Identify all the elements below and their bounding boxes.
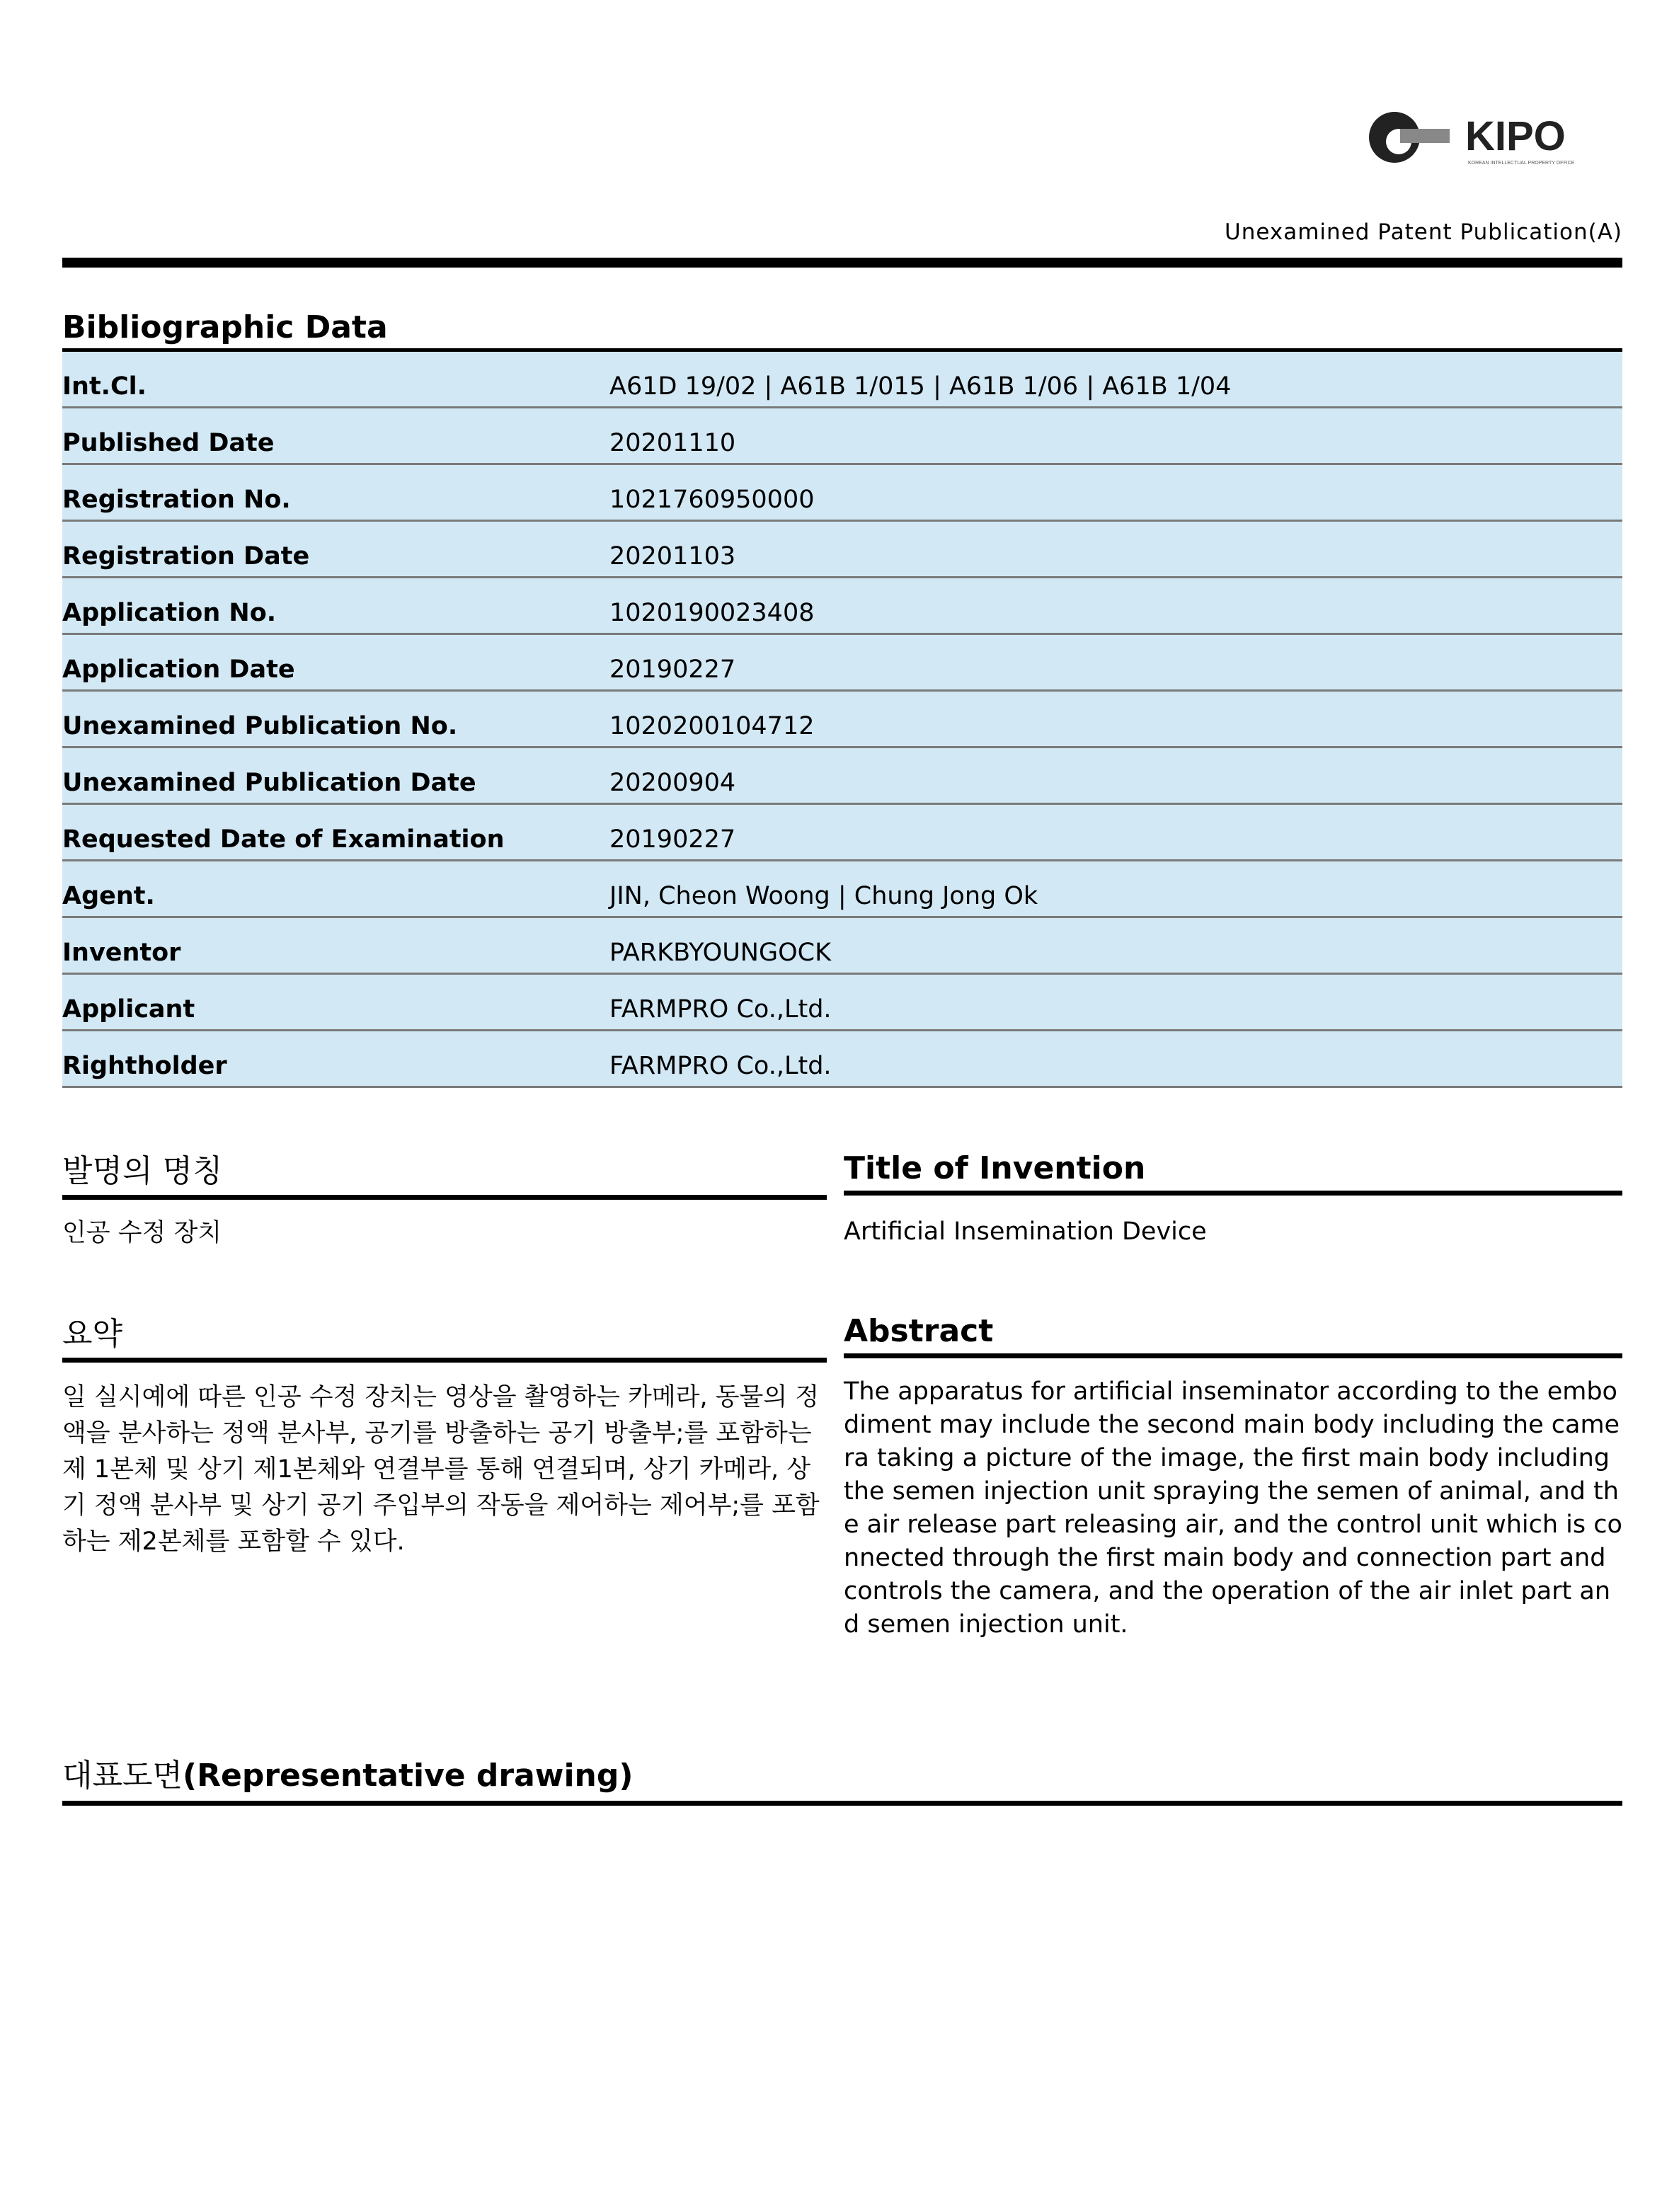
representative-drawing-heading-en: (Representative drawing) <box>183 1758 634 1794</box>
abstract-ko-divider <box>62 1358 827 1363</box>
title-ko-value: 인공 수정 장치 <box>62 1219 222 1247</box>
bibliographic-label: Applicant <box>62 995 195 1024</box>
bibliographic-row <box>62 805 1622 861</box>
bibliographic-title: Bibliographic Data <box>62 309 388 345</box>
bibliographic-label: Application No. <box>62 598 277 627</box>
bibliographic-row <box>62 861 1622 918</box>
logo-text: KIPO <box>1465 113 1566 159</box>
bibliographic-value: 1020200104712 <box>609 711 815 740</box>
representative-drawing-section <box>62 1750 1622 1806</box>
bibliographic-label: Registration Date <box>62 541 310 571</box>
bibliographic-value: 1021760950000 <box>609 485 815 514</box>
representative-drawing-heading <box>62 1750 1622 1795</box>
title-en-value: Artificial Insemination Device <box>844 1217 1207 1246</box>
abstract-en-section <box>844 1313 1622 1641</box>
bibliographic-row <box>62 578 1622 635</box>
bibliographic-row <box>62 918 1622 975</box>
bibliographic-label: Registration No. <box>62 485 291 514</box>
abstract-en-text: The apparatus for artificial inseminator according to the embodiment may include the second main body including the camera taking a picture of the image, the first main body including the semen injection unit spraying the semen of animal, and the air release part releasing air, and the control unit which is connected through the first main body and connection part and controls the camera, and the operation of the air inlet part and semen injection unit. <box>844 1377 1622 1639</box>
bibliographic-row <box>62 352 1622 408</box>
bibliographic-label: Published Date <box>62 428 275 457</box>
title-ko-heading: 발명의 명칭 <box>62 1153 223 1189</box>
abstract-en-divider <box>844 1353 1622 1358</box>
bibliographic-value: 20190227 <box>609 655 736 684</box>
bibliographic-label: Rightholder <box>62 1051 227 1080</box>
bibliographic-row <box>62 408 1622 465</box>
bibliographic-value: 20201110 <box>609 428 736 457</box>
bibliographic-value: FARMPRO Co.,Ltd. <box>609 1051 832 1080</box>
bibliographic-label: Application Date <box>62 655 295 684</box>
bibliographic-value: A61D 19/02 | A61B 1/015 | A61B 1/06 | A61B 1/04 <box>609 372 1232 401</box>
bibliographic-value: FARMPRO Co.,Ltd. <box>609 995 832 1024</box>
header-divider <box>62 258 1622 268</box>
bibliographic-row <box>62 748 1622 805</box>
representative-drawing-divider <box>62 1801 1622 1806</box>
kipo-logo <box>1365 106 1620 170</box>
publication-type: Unexamined Patent Publication(A) <box>1225 219 1622 245</box>
bibliographic-value: PARKBYOUNGOCK <box>609 938 832 967</box>
bibliographic-table <box>62 352 1622 1088</box>
representative-drawing-heading-ko: 대표도면 <box>62 1758 183 1794</box>
bibliographic-value: 20201103 <box>609 541 736 571</box>
bibliographic-label: Requested Date of Examination <box>62 825 505 854</box>
abstract-ko-heading: 요약 <box>62 1316 123 1352</box>
title-ko-divider <box>62 1195 827 1200</box>
bibliographic-value: 20190227 <box>609 825 736 854</box>
bibliographic-label: Unexamined Publication No. <box>62 711 458 740</box>
bibliographic-label: Inventor <box>62 938 181 967</box>
abstract-en-heading: Abstract <box>844 1313 994 1349</box>
bibliographic-label: Int.Cl. <box>62 372 147 401</box>
title-en-heading: Title of Invention <box>844 1150 1146 1186</box>
kipo-emblem-icon <box>1365 106 1620 170</box>
bibliographic-row <box>62 1031 1622 1088</box>
bibliographic-value: 1020190023408 <box>609 598 815 627</box>
title-en-divider <box>844 1191 1622 1196</box>
bibliographic-label: Unexamined Publication Date <box>62 768 476 797</box>
bibliographic-label: Agent. <box>62 881 155 910</box>
logo-subtext: KOREAN INTELLECTUAL PROPERTY OFFICE <box>1468 161 1575 166</box>
bibliographic-row <box>62 975 1622 1031</box>
bibliographic-row <box>62 522 1622 578</box>
bibliographic-row <box>62 635 1622 692</box>
bibliographic-row <box>62 692 1622 748</box>
title-ko-section <box>62 1145 827 1250</box>
bibliographic-value: 20200904 <box>609 768 736 797</box>
abstract-ko-section <box>62 1308 827 1560</box>
bibliographic-row <box>62 465 1622 522</box>
bibliographic-value: JIN, Cheon Woong | Chung Jong Ok <box>609 881 1038 910</box>
title-en-section <box>844 1150 1622 1249</box>
abstract-ko-text: 일 실시예에 따른 인공 수정 장치는 영상을 촬영하는 카메라, 동물의 정액을 분사하는 정액 분사부, 공기를 방출하는 공기 방출부;를 포함하는 제 1본체 및 상기 제1본체와 연결부를 통해 연결되며, 상기 카메라, 상기 정액 분사부 및 상기 공기 주입부의 작동을 제어하는 제어부;를 포함하는 제2본체를 포함할 수 있다. <box>62 1383 820 1556</box>
